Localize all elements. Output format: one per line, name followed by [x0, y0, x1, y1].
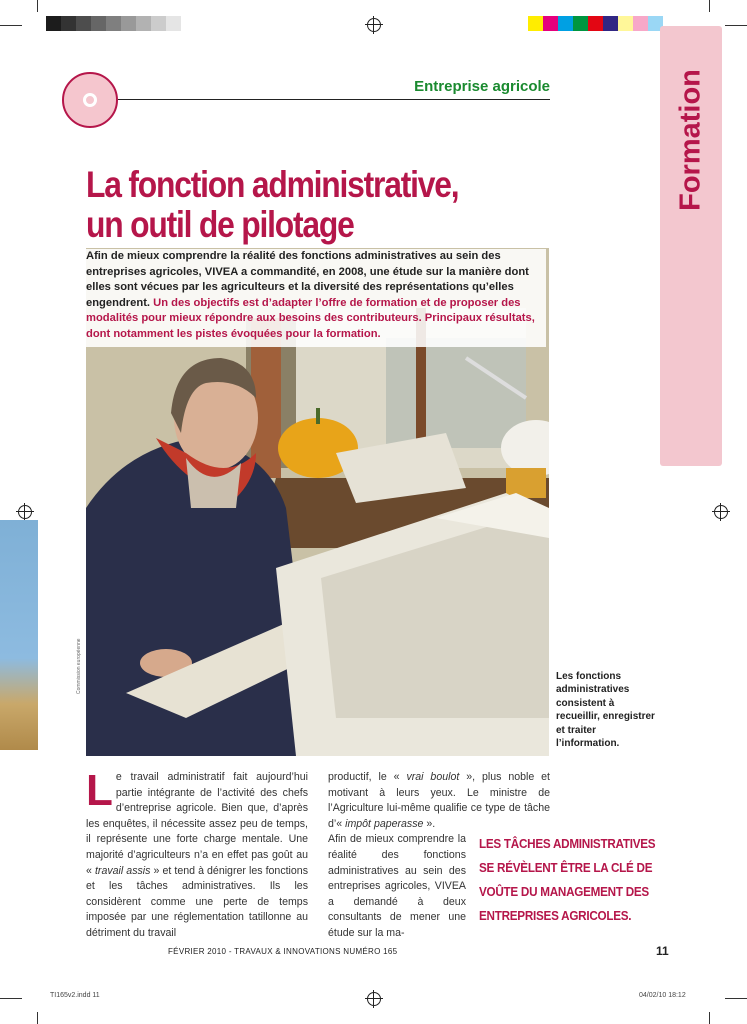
crop-mark [725, 998, 747, 999]
photo-credit: Commission européenne [76, 638, 82, 694]
col2-emphasis-2: impôt paperasse [345, 817, 424, 830]
lead-text: Afin de mieux comprendre la réalité des fonctions administratives au sein des entreprises agricoles, VIVEA a commandité, en 2008, une étude sur la manière dont elles sont vécues par les agriculteurs et la diversité des représentations qu’elles engendrent. [86, 250, 529, 309]
crop-mark [709, 1012, 710, 1024]
crop-mark [37, 0, 38, 12]
title-line-1: La fonction administrative, [86, 164, 459, 205]
crop-mark [0, 25, 22, 26]
color-swatch [106, 16, 121, 31]
color-swatch [543, 16, 558, 31]
col2-text-c: ». [423, 817, 436, 830]
color-swatch [76, 16, 91, 31]
article-title [86, 165, 533, 245]
bleed-photo-strip [0, 520, 38, 750]
color-swatch [588, 16, 603, 31]
color-swatch [46, 16, 61, 31]
crop-mark [0, 998, 22, 999]
color-swatch [61, 16, 76, 31]
crop-mark [37, 1012, 38, 1024]
col2-text-b: », plus noble et motivant à leurs yeux. Le ministre de l’Agriculture lui-même qualifie ce type de tâche d’« [328, 771, 550, 830]
color-swatch [558, 16, 573, 31]
photo-caption: Les fonctions administratives consistent à recueillir, enregistrer et traiter l’information. [556, 671, 655, 750]
col2-text-a: productif, le « [328, 771, 407, 783]
col1-text-b: » et tend à dénigrer les fonctions et les tâches administratives. Ils les considèrent comme une perte de temps imposée par une réglementation tatillonne au détriment du travail [86, 864, 308, 939]
page-number: 11 [656, 944, 669, 958]
section-heading: Entreprise agricole [414, 78, 550, 95]
crop-mark [709, 0, 710, 12]
color-swatch [573, 16, 588, 31]
color-swatch [121, 16, 136, 31]
pull-quote: LES TÂCHES ADMINISTRATIVES SE RÉVÈLENT ÊTRE LA CLÉ DE VOÛTE DU MANAGEMENT DES ENTREPRISES AGRICOLES. [479, 836, 656, 923]
article-lead [86, 249, 546, 347]
drop-cap: L [86, 766, 113, 815]
color-swatch [603, 16, 618, 31]
color-swatch [528, 16, 543, 31]
color-swatch [618, 16, 633, 31]
issue-footer: FÉVRIER 2010 - TRAVAUX & INNOVATIONS NUMÉRO 165 [168, 947, 398, 956]
gray-color-bar [46, 16, 181, 31]
col2-paragraph-2: Afin de mieux comprendre la réalité des fonctions administratives au sein des entreprises agricoles, VIVEA a demandé à deux consultants de mener une étude sur la ma- [328, 833, 466, 939]
color-swatch [151, 16, 166, 31]
section-bullet-icon [62, 72, 118, 128]
col2-emphasis-1: vrai boulot [406, 771, 460, 783]
col1-text-a: e travail administratif fait aujourd’hui partie intégrante de l’activité des chefs d’entreprise agricole. Bien que, d’après les enquêtes, il nécessite assez peu de temps, il représente une forte charge mentale. Une majorité d’agriculteurs n’a en effet pas goût au « [86, 771, 308, 877]
date-slug: 04/02/10 18:12 [639, 992, 686, 999]
col1-emphasis: travail assis [94, 864, 151, 877]
body-column-1 [86, 766, 308, 942]
file-slug: TI165v2.indd 11 [50, 992, 100, 999]
color-swatch [166, 16, 181, 31]
lead-highlight: Un des objectifs est d’adapter l’offre de formation et de proposer des modalités pour mieux répondre aux besoins des contributeurs. Principaux résultats, dont notamment les pistes évoquées pour la formation. [86, 296, 535, 340]
color-swatch [91, 16, 106, 31]
color-swatch [633, 16, 648, 31]
registration-mark-left [18, 505, 32, 519]
crop-mark [725, 25, 747, 26]
registration-mark-bottom [367, 992, 381, 1006]
registration-mark-right [714, 505, 728, 519]
title-line-2: un outil de pilotage [86, 204, 354, 245]
side-tab-label: Formation [674, 69, 707, 211]
registration-mark-top [367, 18, 381, 32]
header-rule [118, 99, 550, 100]
color-swatch [136, 16, 151, 31]
process-color-bar [528, 16, 663, 31]
